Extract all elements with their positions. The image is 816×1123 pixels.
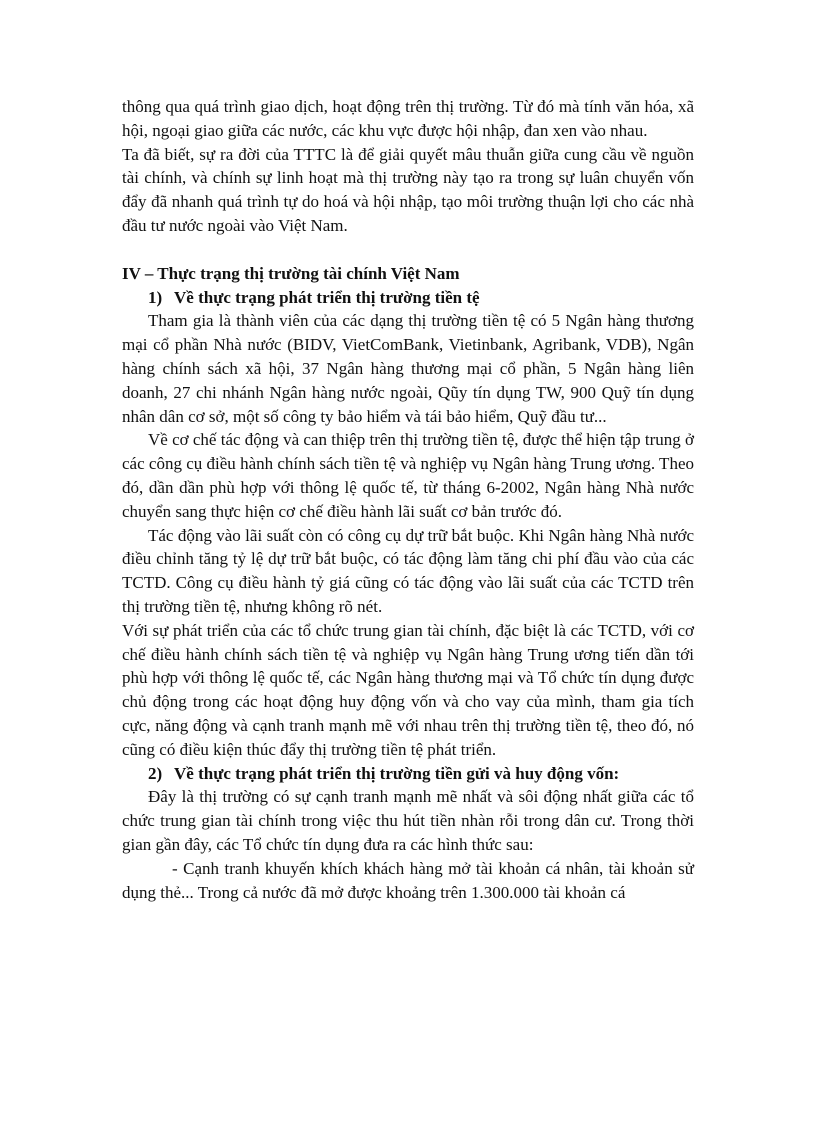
paragraph-intermediaries-development: Với sự phát triển của các tổ chức trung gian tài chính, đặc biệt là các TCTD, với cơ chế điều hành chính sách tiền tệ và nghiệp vụ Ngân hàng Trung ương tiến dần tới phù hợp với thông lệ quốc tế, các Ngân hàng thương mại và Tổ chức tín dụng được chủ động trong các hoạt động huy động vốn và cho vay của mình, tham gia tích cực, năng động và cạnh tranh mạnh mẽ với nhau trên thị trường tiền tệ, theo đó, nó cũng có điều kiện thúc đẩy thị trường tiền tệ phát triển. xyxy=(122,620,694,759)
paragraph-intervention-mechanism: Về cơ chế tác động và can thiệp trên thị trường tiền tệ, được thể hiện tập trung ở các công cụ điều hành chính sách tiền tệ và nghiệp vụ Ngân hàng Trung ương. Theo đó, dần dần phù hợp với thông lệ quốc tế, từ tháng 6-2002, Ngân hàng Nhà nước chuyển sang thực hiện cơ chế điều hành lãi suất cơ bản trước đó. xyxy=(122,430,694,521)
subsection-title-2: Về thực trạng phát triển thị trường tiền gửi và huy động vốn: xyxy=(174,763,620,783)
subsection-heading-1 xyxy=(122,286,694,310)
spacer xyxy=(122,238,694,262)
document-page xyxy=(122,95,694,904)
section-heading-iv: IV – Thực trạng thị trường tài chính Việt Nam xyxy=(122,263,460,283)
paragraph-intro-continuation: thông qua quá trình giao dịch, hoạt động trên thị trường. Từ đó mà tính văn hóa, xã hội, ngoại giao giữa các nước, các khu vực được hội nhập, đan xen vào nhau. xyxy=(122,97,694,140)
paragraph-money-market-members: Tham gia là thành viên của các dạng thị trường tiền tệ có 5 Ngân hàng thương mại cổ phần Nhà nước (BIDV, VietComBank, Vietinbank, Agribank, VDB), Ngân hàng chính sách xã hội, 37 Ngân hàng thương mại cổ phần, 5 Ngân hàng liên doanh, 27 chi nhánh Ngân hàng nước ngoài, Qũy tín dụng TW, 900 Quỹ tín dụng nhân dân cơ sở, một số công ty bảo hiểm và tái bảo hiểm, Quỹ đầu tư... xyxy=(122,311,694,426)
subsection-number-1: 1) xyxy=(148,287,163,307)
subsection-number-2: 2) xyxy=(148,763,163,783)
paragraph-reserve-requirement: Tác động vào lãi suất còn có công cụ dự trữ bắt buộc. Khi Ngân hàng Nhà nước điều chỉnh tăng tỷ lệ dự trữ bắt buộc, có tác động làm tăng chi phí đầu vào của các TCTD. Công cụ điều hành tỷ giá cũng có tác động vào lãi suất của các TCTD trên thị trường tiền tệ, nhưng không rõ nét. xyxy=(122,525,694,616)
subsection-title-1: Về thực trạng phát triển thị trường tiền tệ xyxy=(174,287,480,307)
paragraph-deposit-market: Đây là thị trường có sự cạnh tranh mạnh mẽ nhất và sôi động nhất giữa các tổ chức trung gian tài chính trong việc thu hút tiền nhàn rỗi trong dân cư. Trong thời gian gần đây, các Tổ chức tín dụng đưa ra các hình thức sau: xyxy=(122,787,694,854)
subsection-heading-2 xyxy=(122,762,694,786)
paragraph-tttc: Ta đã biết, sự ra đời của TTTC là để giải quyết mâu thuẫn giữa cung cầu về nguồn tài chính, và chính sự linh hoạt mà thị trường này tạo ra trong sự luân chuyển vốn đẩy đã nhanh quá trình tự do hoá và hội nhập, tạo môi trường thuận lợi cho các nhà đầu tư nước ngoài vào Việt Nam. xyxy=(122,144,694,235)
bullet-account-competition: - Cạnh tranh khuyến khích khách hàng mở tài khoản cá nhân, tài khoản sử dụng thẻ... Trong cả nước đã mở được khoảng trên 1.300.000 tài khoản cá xyxy=(122,858,694,902)
